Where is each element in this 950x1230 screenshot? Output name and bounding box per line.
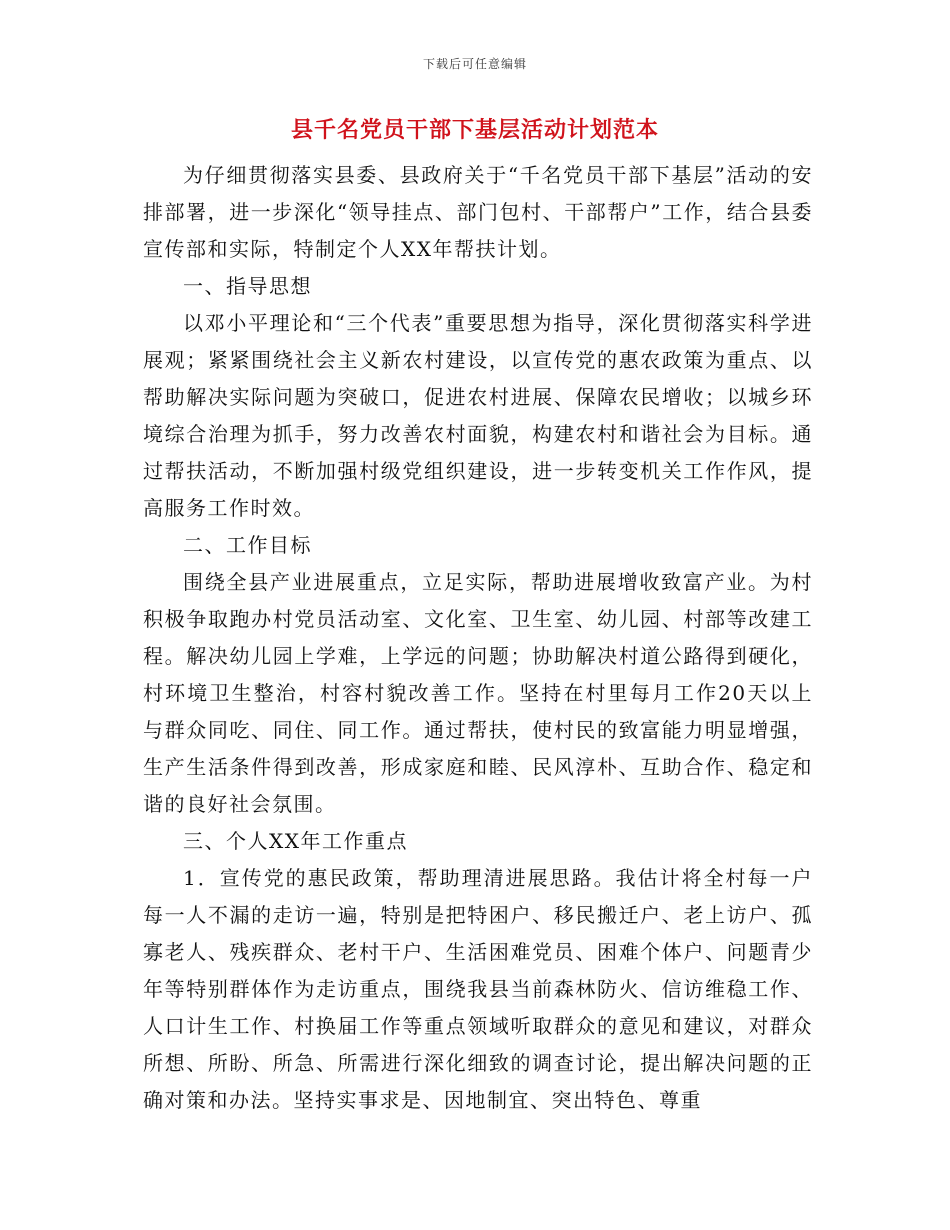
- work-focus-paragraph: 1．宣传党的惠民政策，帮助理清进展思路。我估计将全村每一户每一人不漏的走访一遍，特别是把特困户、移民搬迁户、老上访户、孤寡老人、残疾群众、老村干户、生活困难党员、困难个体户、问题青少年等特别群体作为走访重点，围绕我县当前森林防火、信访维稳工作、人口计生工作、村换届工作等重点领域听取群众的意见和建议，对群众所想、所盼、所急、所需进行深化细致的调查讨论，提出解决问题的正确对策和办法。坚持实事求是、因地制宜、突出特色、尊重: [143, 866, 813, 1112]
- guiding-ideology-paragraph: 以邓小平理论和“三个代表”重要思想为指导，深化贯彻落实科学进展观；紧紧围绕社会主义新农村建设，以宣传党的惠农政策为重点、以帮助解决实际问题为突破口，促进农村进展、保障农民增收；以城乡环境综合治理为抓手，努力改善农村面貌，构建农村和谐社会为目标。通过帮扶活动，不断加强村级党组织建设，进一步转变机关工作作风，提高服务工作时效。: [143, 311, 813, 520]
- document-title: 县千名党员干部下基层活动计划范本: [290, 117, 659, 143]
- work-goals-paragraph: 围绕全县产业进展重点，立足实际，帮助进展增收致富产业。为村积极争取跑办村党员活动室、文化室、卫生室、幼儿园、村部等改建工程。解决幼儿园上学难，上学远的问题；协助解决村道公路得到硬化，村环境卫生整治，村容村貌改善工作。坚持在村里每月工作20天以上与群众同吃、同住、同工作。通过帮扶，使村民的致富能力明显增强，生产生活条件得到改善，形成家庭和睦、民风淳朴、互助合作、稳定和谐的良好社会氛围。: [143, 570, 813, 816]
- section-heading-work-focus: 三、个人XX年工作重点: [183, 829, 408, 853]
- intro-paragraph: 为仔细贯彻落实县委、县政府关于“千名党员干部下基层”活动的安排部署，进一步深化“领导挂点、部门包村、干部帮户”工作，结合县委宣传部和实际，特制定个人XX年帮扶计划。: [143, 163, 813, 261]
- document-body: [143, 157, 813, 1119]
- section-heading-work-goals: 二、工作目标: [183, 533, 312, 557]
- section-heading-guiding-ideology: 一、指导思想: [183, 274, 312, 298]
- page-header-note: 下载后可任意编辑: [422, 57, 527, 71]
